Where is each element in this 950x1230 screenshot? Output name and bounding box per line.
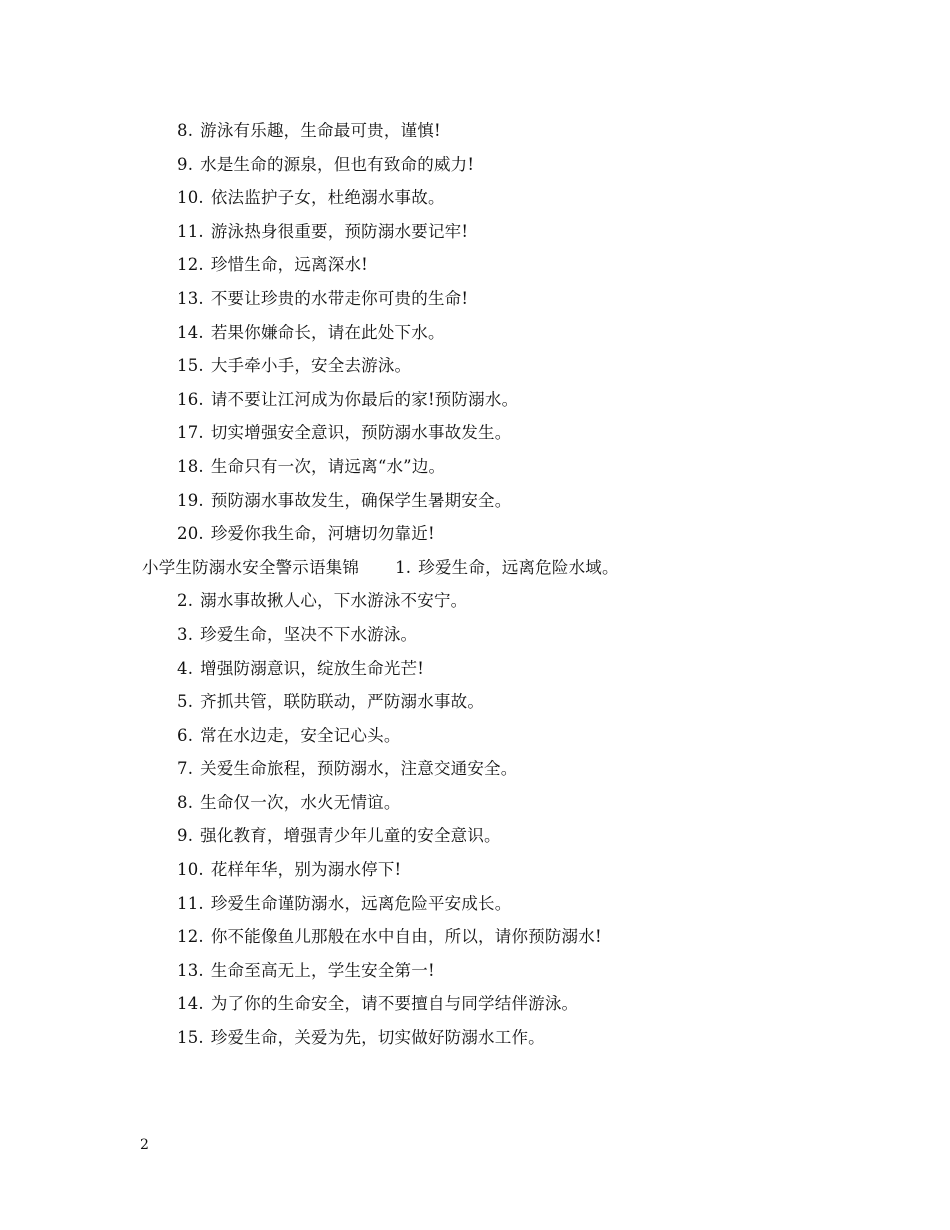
item-text: 游泳热身很重要，预防溺水要记牢! xyxy=(210,221,469,241)
item-number: 1. xyxy=(395,557,412,577)
item-number: 8. xyxy=(177,121,194,140)
item-number: 4. xyxy=(177,658,194,678)
list-item xyxy=(0,920,950,954)
list-item xyxy=(0,819,950,853)
list-item xyxy=(0,719,950,753)
list-item xyxy=(0,282,950,316)
item-number: 6. xyxy=(177,725,194,745)
list-item xyxy=(0,248,950,282)
list-item xyxy=(0,887,950,921)
item-number: 17. xyxy=(177,423,204,443)
item-text: 你不能像鱼儿那般在水中自由，所以，请你预防溺水! xyxy=(210,927,602,947)
item-number: 14. xyxy=(177,994,204,1014)
list-item xyxy=(0,853,950,887)
item-text: 珍爱生命，远离危险水域。 xyxy=(418,557,619,577)
item-text: 增强防溺意识，绽放生命光芒! xyxy=(200,658,425,678)
list-item xyxy=(0,450,950,484)
list-item xyxy=(0,181,950,215)
item-text: 不要让珍贵的水带走你可贵的生命! xyxy=(210,288,469,308)
item-text: 常在水边走，安全记心头。 xyxy=(200,725,401,745)
list-item xyxy=(0,114,950,148)
item-number: 15. xyxy=(177,1028,204,1048)
item-number: 12. xyxy=(177,927,204,947)
item-text: 依法监护子女，杜绝溺水事故。 xyxy=(210,188,445,208)
item-text: 切实增强安全意识，预防溺水事故发生。 xyxy=(210,423,512,443)
item-text: 齐抓共管，联防联动，严防溺水事故。 xyxy=(200,692,485,712)
list-item xyxy=(0,786,950,820)
item-text: 生命仅一次，水火无情谊。 xyxy=(200,792,401,812)
list-item xyxy=(0,316,950,350)
list-item xyxy=(0,1021,950,1055)
item-number: 5. xyxy=(177,692,194,712)
item-number: 12. xyxy=(177,255,204,275)
list-item xyxy=(0,484,950,518)
item-text: 珍爱你我生命，河塘切勿靠近! xyxy=(210,524,435,544)
item-text: 溺水事故揪人心，下水游泳不安宁。 xyxy=(200,591,468,611)
list-item xyxy=(0,987,950,1021)
item-number: 11. xyxy=(177,893,204,913)
document-body xyxy=(0,114,950,1055)
item-number: 18. xyxy=(177,456,204,476)
list-item xyxy=(0,416,950,450)
list-item xyxy=(0,652,950,686)
list-item xyxy=(0,383,950,417)
item-text: 珍惜生命，远离深水! xyxy=(210,255,368,275)
item-number: 13. xyxy=(177,288,204,308)
item-text: 预防溺水事故发生，确保学生暑期安全。 xyxy=(210,490,512,510)
item-text: 关爱生命旅程，预防溺水，注意交通安全。 xyxy=(200,759,518,779)
item-text: 强化教育，增强青少年儿童的安全意识。 xyxy=(200,826,501,846)
item-text: 花样年华，别为溺水停下! xyxy=(210,860,402,880)
list-item xyxy=(0,752,950,786)
item-text: 水是生命的源泉，但也有致命的威力! xyxy=(200,154,475,174)
list-item xyxy=(0,954,950,988)
item-text: 生命只有一次，请远离“水”边。 xyxy=(210,456,446,476)
item-number: 15. xyxy=(177,356,204,376)
list-item xyxy=(0,584,950,618)
item-number: 20. xyxy=(177,524,204,544)
section-heading-line xyxy=(0,551,950,585)
item-text: 大手牵小手，安全去游泳。 xyxy=(210,356,412,376)
page-number: 2 xyxy=(140,1137,149,1153)
item-text: 生命至高无上，学生安全第一! xyxy=(210,960,435,980)
item-text: 珍爱生命，坚决不下水游泳。 xyxy=(200,624,418,644)
list-item xyxy=(0,618,950,652)
item-number: 16. xyxy=(177,389,204,409)
item-number: 10. xyxy=(177,860,204,880)
item-number: 10. xyxy=(177,188,204,208)
list-item xyxy=(0,685,950,719)
item-text: 若果你嫌命长，请在此处下水。 xyxy=(210,322,445,342)
item-text: 珍爱生命，关爱为先，切实做好防溺水工作。 xyxy=(210,1028,545,1048)
section-heading: 小学生防溺水安全警示语集锦 xyxy=(142,557,360,577)
item-number: 9. xyxy=(177,154,194,174)
item-number: 2. xyxy=(177,591,194,611)
item-number: 19. xyxy=(177,490,204,510)
item-number: 3. xyxy=(177,624,194,644)
item-number: 11. xyxy=(177,221,204,241)
item-number: 7. xyxy=(177,759,194,779)
item-number: 13. xyxy=(177,960,204,980)
item-number: 14. xyxy=(177,322,204,342)
item-text: 珍爱生命谨防溺水，远离危险平安成长。 xyxy=(210,893,512,913)
list-item xyxy=(0,349,950,383)
list-item xyxy=(0,215,950,249)
item-number: 8. xyxy=(177,792,194,812)
item-text: 游泳有乐趣，生命最可贵，谨慎! xyxy=(200,121,441,140)
item-text: 请不要让江河成为你最后的家!预防溺水。 xyxy=(210,389,519,409)
item-number: 9. xyxy=(177,826,194,846)
item-text: 为了你的生命安全，请不要擅自与同学结伴游泳。 xyxy=(210,994,579,1014)
list-item xyxy=(0,148,950,182)
list-item xyxy=(0,517,950,551)
